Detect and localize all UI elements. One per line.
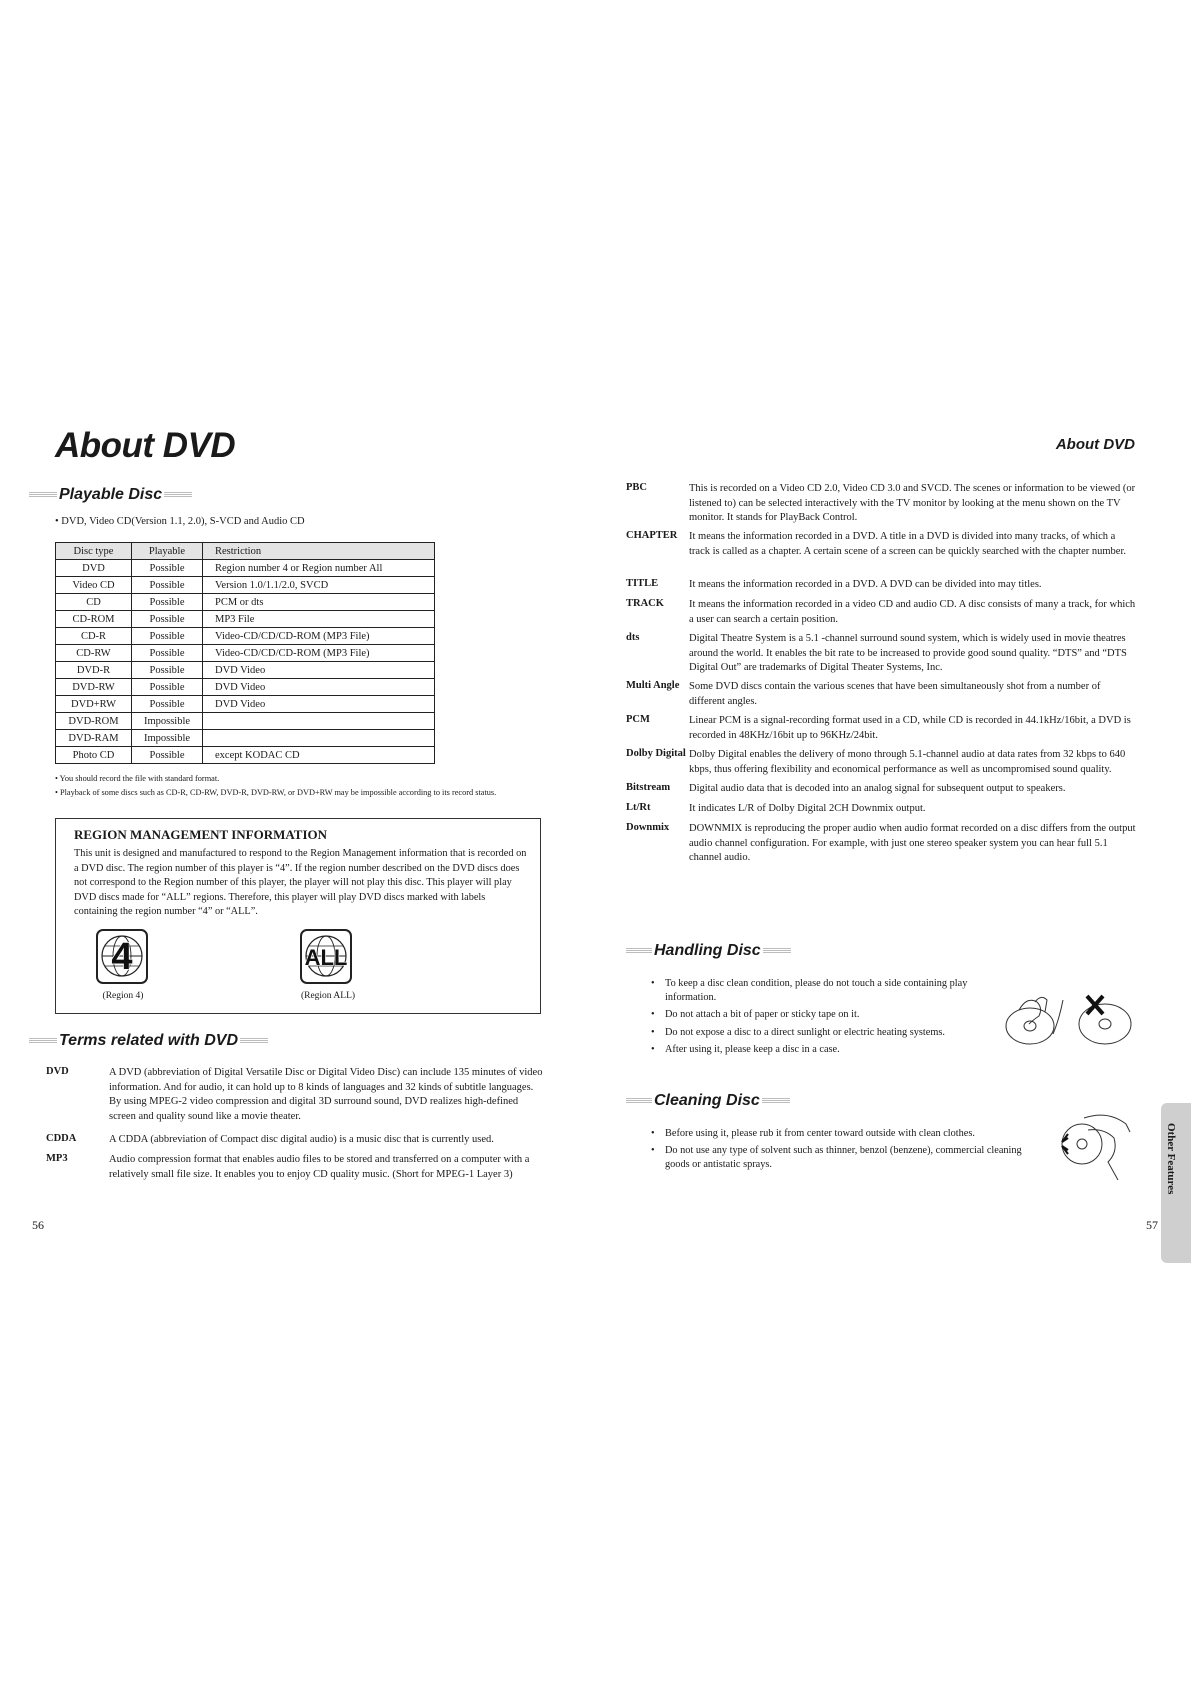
cell-disc-type: DVD+RW <box>56 696 132 713</box>
list-item: • After using it, please keep a disc in a case. <box>651 1043 991 1057</box>
cell-disc-type: Video CD <box>56 577 132 594</box>
section-heading-playable-disc <box>29 484 192 506</box>
term-item-downmix <box>626 822 1136 870</box>
region-4-mark: 4 <box>111 936 133 978</box>
term-label: Bitstream <box>626 782 671 793</box>
term-item-track <box>626 598 1136 632</box>
disc-do-not-touch-icon <box>1079 996 1131 1044</box>
table-row <box>56 560 435 577</box>
section-heading-cleaning <box>626 1090 790 1112</box>
cell-playable: Possible <box>132 747 203 764</box>
playable-intro: • DVD, Video CD(Version 1.1, 2.0), S-VCD and Audio CD <box>55 516 305 527</box>
playable-notes <box>55 772 496 800</box>
cell-playable: Impossible <box>132 730 203 747</box>
term-label: Dolby Digital <box>626 748 686 759</box>
list-item: • Do not use any type of solvent such as thinner, benzol (benzene), commercial cleaning goods or antistatic sprays. <box>651 1144 1031 1172</box>
cell-playable: Possible <box>132 594 203 611</box>
term-definition: Digital audio data that is decoded into an analog signal for subsequent output to speakers. <box>689 783 1066 794</box>
term-item-dts <box>626 632 1136 680</box>
term-label: Multi Angle <box>626 680 680 691</box>
table-row <box>56 611 435 628</box>
term-label: CHAPTER <box>626 530 678 541</box>
term-label: PBC <box>626 482 647 493</box>
playable-disc-heading: Playable Disc <box>59 486 163 503</box>
term-item-multi-angle <box>626 680 1136 714</box>
term-label: dts <box>626 632 640 643</box>
globe-icon <box>98 931 146 982</box>
term-label: Lt/Rt <box>626 802 651 813</box>
term-label: Downmix <box>626 822 670 833</box>
cell-playable: Possible <box>132 611 203 628</box>
cell-restriction: DVD Video <box>203 679 435 696</box>
terms-heading: Terms related with DVD <box>59 1032 239 1049</box>
cell-disc-type: CD-ROM <box>56 611 132 628</box>
table-row <box>56 662 435 679</box>
term-definition: It means the information recorded in a DVD. A title in a DVD is divided into many tracks, of which a track is called as a chapter. A certain scene of a screen can be quickly searched with the chapter number. <box>689 531 1127 557</box>
hand-holding-disc-icon <box>1006 997 1063 1044</box>
cell-restriction: except KODAC CD <box>203 747 435 764</box>
section-heading-terms <box>29 1030 268 1052</box>
table-header-row <box>56 543 435 560</box>
term-item-bitstream <box>626 782 1136 802</box>
region-all-logo <box>300 929 352 984</box>
term-item-pcm <box>626 714 1136 748</box>
table-row <box>56 713 435 730</box>
list-item: • Do not attach a bit of paper or sticky tape on it. <box>651 1008 991 1022</box>
column-header-restriction: Restriction <box>203 543 435 560</box>
cell-restriction: DVD Video <box>203 696 435 713</box>
table-row <box>56 696 435 713</box>
cell-disc-type: CD-R <box>56 628 132 645</box>
cell-restriction: Video-CD/CD/CD-ROM (MP3 File) <box>203 628 435 645</box>
term-label: PCM <box>626 714 650 725</box>
cell-restriction: PCM or dts <box>203 594 435 611</box>
cell-playable: Possible <box>132 696 203 713</box>
globe-icon <box>302 931 350 982</box>
table-row <box>56 577 435 594</box>
heading-bar-decoration <box>29 492 57 498</box>
cell-playable: Possible <box>132 628 203 645</box>
cell-disc-type: DVD-ROM <box>56 713 132 730</box>
list-item: • Do not expose a disc to a direct sunlight or electric heating systems. <box>651 1026 991 1040</box>
note-playback-impossible: • Playback of some discs such as CD-R, CD-RW, DVD-R, DVD-RW, or DVD+RW may be impossible according to its record status. <box>55 788 497 797</box>
heading-bar-decoration <box>164 492 192 498</box>
cell-playable: Possible <box>132 560 203 577</box>
cell-disc-type: CD-RW <box>56 645 132 662</box>
right-page-header: About DVD <box>1055 436 1135 453</box>
note-standard-format: • You should record the file with standard format. <box>55 774 220 783</box>
heading-bar-decoration <box>762 1098 790 1104</box>
terms-right-list <box>626 482 1136 870</box>
heading-bar-decoration <box>763 948 791 954</box>
term-item-lt-rt <box>626 802 1136 822</box>
region-4-caption: (Region 4) <box>102 991 144 1001</box>
heading-bar-decoration <box>240 1038 268 1044</box>
disc-handling-illustration <box>1005 990 1145 1050</box>
cell-disc-type: Photo CD <box>56 747 132 764</box>
page-number-right: 57 <box>1146 1218 1158 1232</box>
cleaning-heading: Cleaning Disc <box>654 1092 760 1109</box>
disc-cleaning-illustration <box>1060 1108 1135 1183</box>
cell-restriction: Video-CD/CD/CD-ROM (MP3 File) <box>203 645 435 662</box>
region-all-caption: (Region ALL) <box>300 991 356 1001</box>
region-text: This unit is designed and manufactured to respond to the Region Management information that is recorded on a DVD disc. The region number of this player is “4”. If the region number described on the DVD discs does not correspond to the Region number of this player, the player will not play this disc. This player will play DVD discs made for “ALL” regions. Therefore, this player will play DVD discs marked with labels containing the region number “4” or “ALL”. <box>74 848 527 918</box>
cell-playable: Possible <box>132 662 203 679</box>
term-label: DVD <box>46 1066 69 1077</box>
side-tab-label: Other Features <box>1165 1123 1177 1195</box>
term-definition: Digital Theatre System is a 5.1 -channel surround sound system, which is widely used in movie theatres around the world. It enables the bit rate to be increased to provide good sound quality. “DTS” and “DTS Digital Out” are trademarks of Digital Theater Systems, Inc. <box>689 633 1127 674</box>
cell-restriction: DVD Video <box>203 662 435 679</box>
table-row <box>56 594 435 611</box>
heading-bar-decoration <box>626 1098 652 1104</box>
term-label: MP3 <box>46 1153 68 1164</box>
list-item: • Before using it, please rub it from center toward outside with clean clothes. <box>651 1127 1031 1141</box>
handling-bullets <box>651 977 991 1060</box>
term-label: CDDA <box>46 1133 77 1144</box>
column-header-playable: Playable <box>132 543 203 560</box>
term-label: TRACK <box>626 598 664 609</box>
cleaning-bullets <box>651 1127 1031 1176</box>
table-row <box>56 679 435 696</box>
region-4-logo <box>96 929 148 984</box>
term-item-pbc <box>626 482 1136 530</box>
term-item-chapter <box>626 530 1136 578</box>
cell-playable: Possible <box>132 645 203 662</box>
term-definition: A DVD (abbreviation of Digital Versatile Disc or Digital Video Disc) can include 135 minutes of video information. And for audio, it can hold up to 8 kinds of languages and 32 kinds of subtitle languages. By using MPEG-2 video compression and digital 3D surround sound, DVD realizes high-defined screen and quality sound like a movie theater. <box>109 1067 543 1122</box>
table-row <box>56 628 435 645</box>
term-definition: Some DVD discs contain the various scenes that have been simultaneously shot from a number of different angles. <box>689 681 1101 707</box>
cell-disc-type: DVD-RAM <box>56 730 132 747</box>
heading-bar-decoration <box>626 948 652 954</box>
term-definition: Linear PCM is a signal-recording format used in a CD, while CD is recorded in 44.1kHz/16bit, a DVD is recorded in 48KHz/16bit up to 96KHz/24bit. <box>689 715 1131 741</box>
term-item-cdda <box>46 1133 546 1153</box>
term-definition: A CDDA (abbreviation of Compact disc digital audio) is a music disc that is currently used. <box>109 1134 494 1145</box>
term-definition: Audio compression format that enables audio files to be stored and transferred on a computer with a relatively small file size. It enables you to enjoy CD quality music. (Short for MPEG-1 Layer 3) <box>109 1154 530 1180</box>
region-management-box <box>55 818 541 1014</box>
table-row <box>56 730 435 747</box>
region-heading: REGION MANAGEMENT INFORMATION <box>74 827 328 842</box>
column-header-disc-type: Disc type <box>56 543 132 560</box>
term-definition: It means the information recorded in a DVD. A DVD can be divided into may titles. <box>689 579 1042 590</box>
handling-heading: Handling Disc <box>654 942 761 959</box>
cell-disc-type: DVD-R <box>56 662 132 679</box>
page-title: About DVD <box>55 426 236 465</box>
terms-left-list <box>46 1066 546 1189</box>
term-definition: DOWNMIX is reproducing the proper audio when audio format recorded on a disc differs from the output audio channel configuration. For example, with just one stereo speaker system you can hear full 5.1 channel audio. <box>689 823 1136 864</box>
term-item-dolby-digital <box>626 748 1136 782</box>
term-definition: Dolby Digital enables the delivery of mono through 5.1-channel audio at data rates from 32 kbps to 640 kbps, thus offering flexibility and economical performance as well as uncompromised sound quality. <box>689 749 1126 775</box>
page-number-left: 56 <box>32 1218 44 1232</box>
cell-disc-type: DVD-RW <box>56 679 132 696</box>
cell-disc-type: DVD <box>56 560 132 577</box>
cell-restriction <box>203 713 435 730</box>
table-row <box>56 645 435 662</box>
cell-restriction: Region number 4 or Region number All <box>203 560 435 577</box>
section-heading-handling <box>626 940 791 962</box>
side-tab-other-features[interactable] <box>1161 1103 1191 1263</box>
term-item-dvd <box>46 1066 546 1133</box>
heading-bar-decoration <box>29 1038 57 1044</box>
hand-wiping-disc-icon <box>1062 1115 1130 1180</box>
playable-disc-table <box>55 542 435 764</box>
term-item-title <box>626 578 1136 598</box>
cell-restriction <box>203 730 435 747</box>
cell-playable: Possible <box>132 679 203 696</box>
term-item-mp3 <box>46 1153 546 1189</box>
term-definition: This is recorded on a Video CD 2.0, Video CD 3.0 and SVCD. The scenes or information to be viewed (or listened to) can be selected interactively with the TV monitor by looking at the menu shown on the TV monitor. It stands for PlayBack Control. <box>689 483 1136 524</box>
region-all-mark: ALL <box>304 945 348 970</box>
cell-restriction: Version 1.0/1.1/2.0, SVCD <box>203 577 435 594</box>
table-row <box>56 747 435 764</box>
term-label: TITLE <box>626 578 659 589</box>
cell-playable: Impossible <box>132 713 203 730</box>
list-item: • To keep a disc clean condition, please do not touch a side containing play information. <box>651 977 991 1005</box>
term-definition: It means the information recorded in a video CD and audio CD. A disc consists of many a track, for which a user can search a certain position. <box>689 599 1136 625</box>
term-definition: It indicates L/R of Dolby Digital 2CH Downmix output. <box>689 803 926 814</box>
cell-restriction: MP3 File <box>203 611 435 628</box>
cell-playable: Possible <box>132 577 203 594</box>
cell-disc-type: CD <box>56 594 132 611</box>
